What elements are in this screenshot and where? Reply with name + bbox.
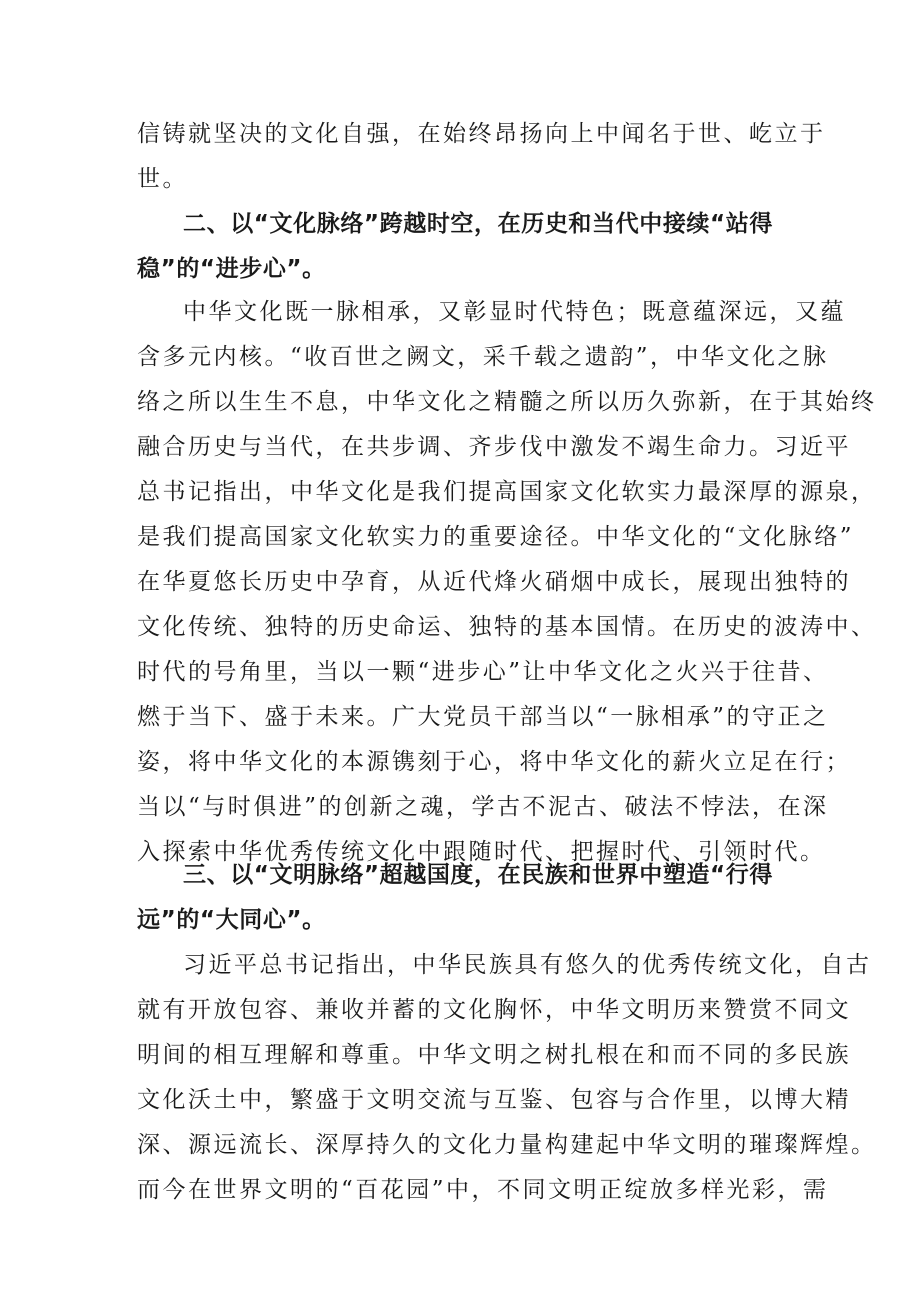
continuation-line: 世。 (137, 166, 188, 192)
paragraph-line: 当以“与时俱进”的创新之魂，学古不泥古、破法不悖法，在深 (137, 794, 829, 820)
paragraph-line: 入探索中华优秀传统文化中跟随时代、把握时代、引领时代。 (137, 839, 826, 865)
continuation-line: 信铸就坚决的文化自强，在始终昂扬向上中闻名于世、屹立于 (137, 121, 826, 147)
paragraph-line: 是我们提高国家文化软实力的重要途径。中华文化的“文化脉络” (137, 524, 855, 550)
section-heading-2: 二、以“文化脉络”跨越时空，在历史和当代中接续“站得 (183, 211, 773, 237)
paragraph-line: 时代的号角里，当以一颗“进步心”让中华文化之火兴于往昔、 (137, 659, 829, 685)
paragraph-line: 燃于当下、盛于未来。广大党员干部当以“一脉相承”的守正之 (137, 704, 829, 730)
paragraph-line: 习近平总书记指出，中华民族具有悠久的优秀传统文化，自古 (183, 952, 872, 978)
paragraph-line: 总书记指出，中华文化是我们提高国家文化软实力最深厚的源泉， (137, 479, 877, 505)
paragraph-line: 融合历史与当代，在共步调、齐步伐中激发不竭生命力。习近平 (137, 434, 851, 460)
paragraph-line: 而今在世界文明的“百花园”中，不同文明正绽放多样光彩，需 (137, 1177, 829, 1203)
paragraph-line: 在华夏悠长历史中孕育，从近代烽火硝烟中成长，展现出独特的 (137, 569, 851, 595)
section-heading-3: 远”的“大同心”。 (137, 907, 326, 933)
paragraph-line: 中华文化既一脉相承，又彰显时代特色；既意蕴深远，又蕴 (183, 299, 846, 325)
paragraph-line: 深、源远流长、深厚持久的文化力量构建起中华文明的璀璨辉煌。 (137, 1132, 877, 1158)
paragraph-line: 姿，将中华文化的本源镌刻于心，将中华文化的薪火立足在行； (137, 749, 851, 775)
paragraph-line: 含多元内核。“收百世之阙文，采千载之遗韵”，中华文化之脉 (137, 344, 829, 370)
paragraph-line: 文化传统、独特的历史命运、独特的基本国情。在历史的波涛中、 (137, 614, 877, 640)
paragraph-line: 明间的相互理解和尊重。中华文明之树扎根在和而不同的多民族 (137, 1042, 851, 1068)
section-heading-3: 三、以“文明脉络”超越国度，在民族和世界中塑造“行得 (183, 862, 773, 888)
paragraph-line: 就有开放包容、兼收并蓄的文化胸怀，中华文明历来赞赏不同文 (137, 997, 851, 1023)
paragraph-line: 络之所以生生不息，中华文化之精髓之所以历久弥新，在于其始终 (137, 389, 877, 415)
paragraph-line: 文化沃土中，繁盛于文明交流与互鉴、包容与合作里，以博大精 (137, 1087, 851, 1113)
section-heading-2: 稳”的“进步心”。 (137, 256, 326, 282)
